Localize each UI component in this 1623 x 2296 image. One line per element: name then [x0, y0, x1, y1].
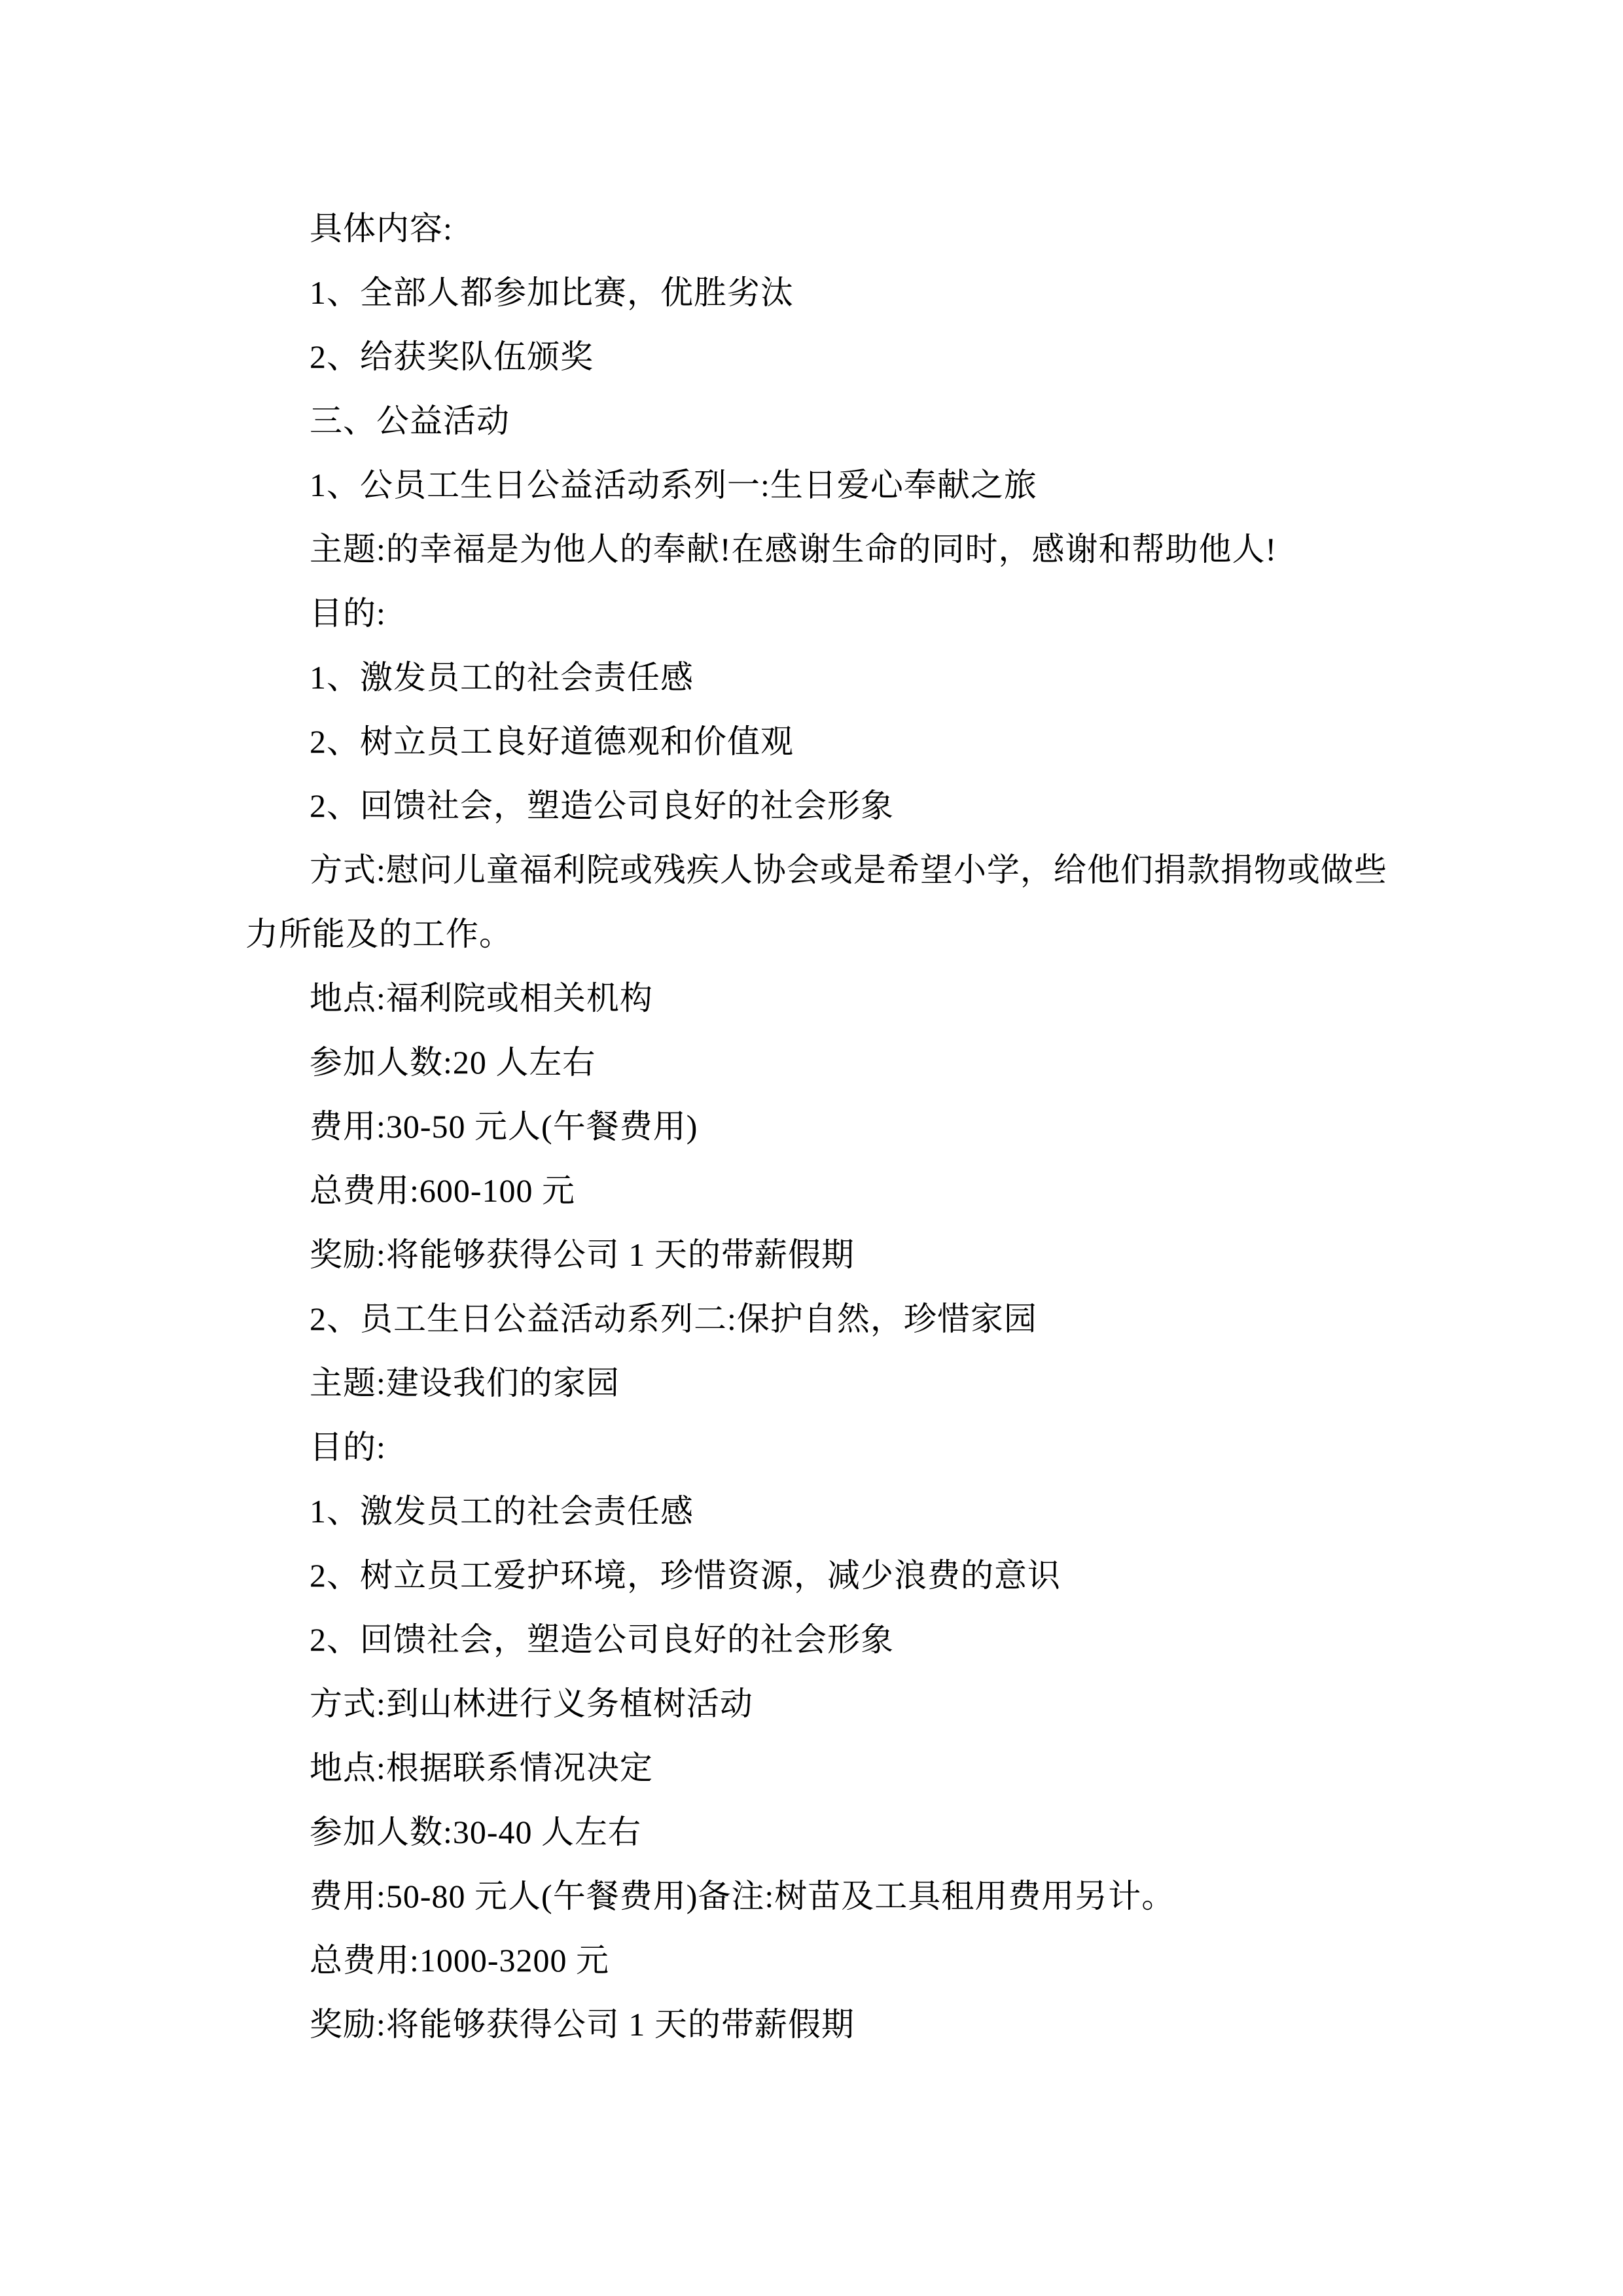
text-line: 目的: [310, 595, 386, 632]
text-line: 方式:慰问儿童福利院或残疾人协会或是希望小学，给他们捐款捐物或做些 [310, 852, 1387, 888]
text-line: 2、回馈社会，塑造公司良好的社会形象 [310, 1621, 894, 1658]
text-line: 2、给获奖队伍颁奖 [310, 338, 594, 375]
text-line: 2、回馈社会，塑造公司良好的社会形象 [310, 787, 894, 824]
text-line: 三、公益活动 [310, 403, 510, 439]
text-line: 方式:到山林进行义务植树活动 [310, 1685, 753, 1722]
text-line: 1、公员工生日公益活动系列一:生日爱心奉献之旅 [310, 467, 1037, 503]
text-line: 2、树立员工爱护环境，珍惜资源，减少浪费的意识 [310, 1557, 1061, 1594]
text-line: 2、员工生日公益活动系列二:保护自然，珍惜家园 [310, 1300, 1037, 1337]
text-line: 1、激发员工的社会责任感 [310, 1493, 694, 1530]
text-line: 总费用:1000-3200 元 [310, 1942, 610, 1979]
text-line: 2、树立员工良好道德观和价值观 [310, 723, 794, 760]
document-text-block [245, 196, 1387, 2056]
text-line: 参加人数:20 人左右 [310, 1044, 596, 1081]
text-line: 目的: [310, 1429, 386, 1465]
text-line: 主题:的幸福是为他人的奉献!在感谢生命的同时，感谢和帮助他人! [310, 531, 1277, 567]
text-line: 主题:建设我们的家园 [310, 1365, 620, 1401]
text-line: 地点:福利院或相关机构 [310, 980, 653, 1016]
text-line: 总费用:600-100 元 [310, 1172, 576, 1209]
text-line: 费用:50-80 元人(午餐费用)备注:树苗及工具租用费用另计。 [310, 1878, 1175, 1914]
text-line: 参加人数:30-40 人左右 [310, 1814, 642, 1850]
text-line: 奖励:将能够获得公司 1 天的带薪假期 [310, 1236, 855, 1273]
text-line: 奖励:将能够获得公司 1 天的带薪假期 [310, 2006, 855, 2043]
text-line: 具体内容: [310, 210, 453, 247]
text-line: 1、激发员工的社会责任感 [310, 659, 694, 696]
text-line: 1、全部人都参加比赛，优胜劣汰 [310, 274, 794, 311]
text-line: 力所能及的工作。 [245, 916, 512, 952]
text-line: 地点:根据联系情况决定 [310, 1749, 653, 1786]
text-line: 费用:30-50 元人(午餐费用) [310, 1108, 698, 1145]
